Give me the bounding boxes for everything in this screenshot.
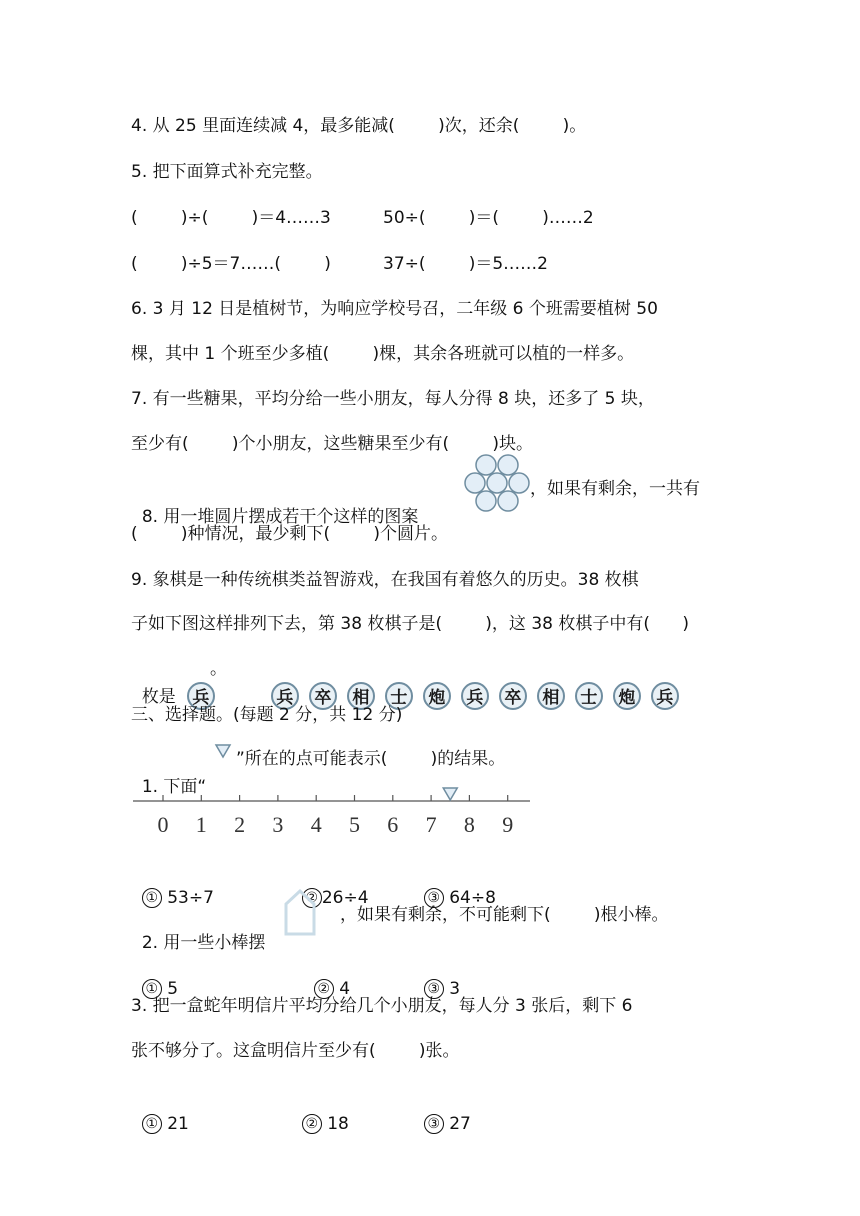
mc-3-line-1: 3. 把一盒蛇年明信片平均分给几个小朋友，每人分 3 张后，剩下 6 (131, 996, 633, 1016)
question-9-line-2: 子如下图这样排列下去，第 38 枚棋子是( )，这 38 枚棋子中有( ) (131, 614, 690, 634)
chess-piece: 兵 (651, 682, 679, 710)
number-line-tick-label: 2 (234, 812, 246, 837)
q5-equation-1: ( )÷( )＝4……3 (131, 208, 331, 228)
mc1-option-2[interactable] (291, 856, 369, 908)
option-text: 64÷8 (449, 888, 496, 908)
number-line-tick-label: 8 (463, 812, 475, 837)
chess-piece: 士 (385, 682, 413, 710)
chess-piece: 兵 (271, 682, 299, 710)
mc-2-text (131, 901, 266, 953)
chess-piece: 卒 (499, 682, 527, 710)
circle-pattern-icon (464, 452, 530, 512)
option-text: 3 (449, 979, 461, 999)
q9-text-a: 枚是 (141, 687, 176, 707)
mc1-text-a: 1. 下面“ (141, 777, 207, 797)
question-7-line-1: 7. 有一些糖果，平均分给一些小朋友，每人分得 8 块，还多了 5 块， (131, 389, 655, 409)
option-number: ② (302, 888, 322, 908)
question-5-title: 5. 把下面算式补充完整。 (131, 162, 323, 182)
chess-piece: 相 (537, 682, 565, 710)
number-line-tick-label: 6 (387, 812, 399, 837)
mc3-option-1[interactable] (131, 1082, 189, 1134)
mc2-option-3[interactable] (413, 947, 461, 999)
number-line-tick-label: 3 (272, 812, 284, 837)
option-text: 4 (339, 979, 351, 999)
number-line (130, 785, 535, 840)
option-number: ② (302, 1114, 322, 1134)
number-line-tick-label: 0 (157, 812, 169, 837)
mc2-option-1[interactable] (131, 947, 179, 999)
chess-piece: 兵 (461, 682, 489, 710)
mc3-option-2[interactable] (291, 1082, 349, 1134)
option-number: ① (142, 1114, 162, 1134)
mc1-option-1[interactable] (131, 856, 214, 908)
number-line-tick-label: 9 (502, 812, 514, 837)
question-6-line-1: 6. 3 月 12 日是植树节，为响应学校号召，二年级 6 个班需要植树 50 (131, 299, 658, 319)
q8-text-a: 8. 用一堆圆片摆成若干个这样的图案 (141, 507, 419, 527)
option-text: 18 (327, 1114, 349, 1134)
target-piece (176, 654, 215, 708)
option-text: 26÷4 (321, 888, 369, 908)
chess-piece: 相 (347, 682, 375, 710)
stick-house-icon (282, 888, 318, 938)
mc1-option-3[interactable] (413, 856, 496, 908)
triangle-marker-icon (214, 743, 232, 759)
mc-1-text (131, 745, 207, 797)
chess-piece: 卒 (309, 682, 337, 710)
chess-sequence (260, 654, 679, 708)
option-number: ① (142, 979, 162, 999)
mc1-text-b: ”所在的点可能表示( )的结果。 (236, 749, 506, 769)
number-line-tick-label: 1 (195, 812, 207, 837)
mc-3-line-2: 张不够分了。这盒明信片至少有( )张。 (131, 1041, 460, 1061)
q5-equation-2: 50÷( )＝( )……2 (383, 208, 594, 228)
question-6-line-2: 棵，其中 1 个班至少多植( )棵，其余各班就可以植的一样多。 (131, 344, 635, 364)
q5-equation-4: 37÷( )＝5……2 (383, 254, 549, 274)
chess-piece-bing: 兵 (187, 682, 215, 710)
option-number: ③ (424, 888, 444, 908)
mc3-option-3[interactable] (413, 1082, 471, 1134)
option-number: ② (314, 979, 334, 999)
question-7-line-2: 至少有( )个小朋友，这些糖果至少有( )块。 (131, 434, 533, 454)
mc2-text-a: 2. 用一些小棒摆 (141, 933, 266, 953)
option-text: 53÷7 (167, 888, 214, 908)
option-text: 27 (449, 1114, 471, 1134)
q8-text-b: ，如果有剩余，一共有 (530, 479, 700, 499)
q5-equation-3: ( )÷5＝7……( ) (131, 254, 331, 274)
option-number: ③ (424, 1114, 444, 1134)
option-text: 5 (167, 979, 179, 999)
option-text: 21 (167, 1114, 189, 1134)
chess-piece: 炮 (423, 682, 451, 710)
mc2-text-b: ，如果有剩余，不可能剩下( )根小棒。 (340, 905, 669, 925)
number-line-marker (443, 788, 457, 800)
number-line-tick-label: 4 (310, 812, 322, 837)
option-number: ① (142, 888, 162, 908)
question-4: 4. 从 25 里面连续减 4，最多能减( )次，还余( )。 (131, 116, 587, 136)
option-number: ③ (424, 979, 444, 999)
q9-text-b: 。 (210, 659, 227, 679)
number-line-tick-label: 5 (349, 812, 360, 837)
section-3-title: 三、选择题。(每题 2 分，共 12 分) (131, 705, 403, 725)
chess-piece: 士 (575, 682, 603, 710)
number-line-tick-label: 7 (425, 812, 437, 837)
question-8-line-2: ( )种情况，最少剩下( )个圆片。 (131, 524, 448, 544)
question-9-line-1: 9. 象棋是一种传统棋类益智游戏，在我国有着悠久的历史。38 枚棋 (131, 570, 639, 590)
question-8-line-1 (131, 475, 419, 527)
chess-piece: 炮 (613, 682, 641, 710)
question-9-line-3 (131, 655, 176, 707)
mc2-option-2[interactable] (303, 947, 351, 999)
